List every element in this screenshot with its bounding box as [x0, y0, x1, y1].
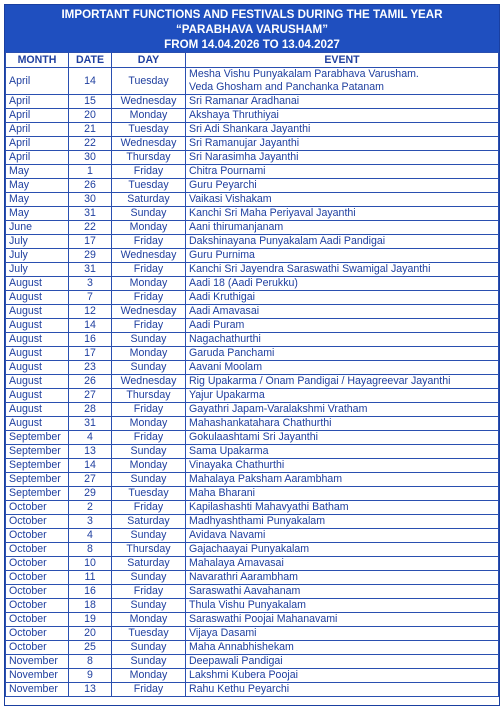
date-cell: 17: [69, 235, 112, 249]
event-cell: [186, 445, 499, 459]
table-header-row: [6, 53, 499, 68]
table-row: [6, 571, 499, 585]
month-cell: October: [6, 613, 69, 627]
table-row: [6, 95, 499, 109]
event-line: Akshaya Thruthiyai: [189, 109, 279, 121]
event-line: Veda Ghosham and Panchanka Patanam: [189, 81, 384, 93]
month-cell: April: [6, 151, 69, 165]
event-cell: [186, 123, 499, 137]
table-row: [6, 277, 499, 291]
event-cell: [186, 557, 499, 571]
date-cell: 25: [69, 641, 112, 655]
day-cell: Thursday: [112, 543, 186, 557]
day-cell: Sunday: [112, 445, 186, 459]
date-cell: 26: [69, 375, 112, 389]
month-cell: September: [6, 487, 69, 501]
date-cell: 3: [69, 277, 112, 291]
event-line: Nagachathurthi: [189, 333, 261, 345]
column-header-month: MONTH: [6, 53, 69, 68]
date-cell: 4: [69, 431, 112, 445]
event-cell: [186, 109, 499, 123]
event-line: Rig Upakarma / Onam Pandigai / Hayagreevar Jayanthi: [189, 375, 451, 387]
table-row: [6, 641, 499, 655]
event-line: Avidava Navami: [189, 529, 266, 541]
month-cell: April: [6, 68, 69, 95]
day-cell: Tuesday: [112, 123, 186, 137]
event-cell: [186, 655, 499, 669]
day-cell: Monday: [112, 109, 186, 123]
date-cell: 19: [69, 613, 112, 627]
day-cell: Sunday: [112, 571, 186, 585]
event-cell: [186, 137, 499, 151]
event-cell: [186, 459, 499, 473]
event-cell: [186, 543, 499, 557]
month-cell: October: [6, 501, 69, 515]
table-row: [6, 501, 499, 515]
date-cell: 16: [69, 585, 112, 599]
table-row: [6, 529, 499, 543]
event-line: Guru Peyarchi: [189, 179, 257, 191]
month-cell: October: [6, 543, 69, 557]
day-cell: Tuesday: [112, 487, 186, 501]
table-row: [6, 683, 499, 697]
day-cell: Monday: [112, 277, 186, 291]
day-cell: Monday: [112, 347, 186, 361]
day-cell: Friday: [112, 319, 186, 333]
event-cell: [186, 95, 499, 109]
table-body: [6, 68, 499, 697]
event-line: Gajachaayai Punyakalam: [189, 543, 310, 555]
date-cell: 28: [69, 403, 112, 417]
event-cell: [186, 68, 499, 95]
day-cell: Wednesday: [112, 305, 186, 319]
event-line: Lakshmi Kubera Poojai: [189, 669, 298, 681]
date-cell: 21: [69, 123, 112, 137]
event-line: Sri Narasimha Jayanthi: [189, 151, 299, 163]
table-row: [6, 207, 499, 221]
table-row: [6, 235, 499, 249]
event-cell: [186, 501, 499, 515]
event-cell: [186, 291, 499, 305]
month-cell: April: [6, 109, 69, 123]
event-cell: [186, 389, 499, 403]
event-line: Kanchi Sri Maha Periyaval Jayanthi: [189, 207, 356, 219]
day-cell: Sunday: [112, 473, 186, 487]
event-cell: [186, 641, 499, 655]
day-cell: Saturday: [112, 515, 186, 529]
event-cell: [186, 263, 499, 277]
date-cell: 23: [69, 361, 112, 375]
month-cell: September: [6, 459, 69, 473]
event-cell: [186, 627, 499, 641]
day-cell: Wednesday: [112, 95, 186, 109]
event-line: Garuda Panchami: [189, 347, 275, 359]
event-line: Sri Adi Shankara Jayanthi: [189, 123, 311, 135]
month-cell: June: [6, 221, 69, 235]
event-cell: [186, 571, 499, 585]
date-cell: 22: [69, 221, 112, 235]
event-cell: [186, 249, 499, 263]
month-cell: August: [6, 277, 69, 291]
event-cell: [186, 487, 499, 501]
header-year-name: “PARABHAVA VARUSHAM”: [175, 23, 328, 36]
date-cell: 14: [69, 459, 112, 473]
day-cell: Sunday: [112, 641, 186, 655]
table-row: [6, 459, 499, 473]
table-row: [6, 123, 499, 137]
day-cell: Wednesday: [112, 249, 186, 263]
month-cell: April: [6, 95, 69, 109]
date-cell: 18: [69, 599, 112, 613]
month-cell: August: [6, 389, 69, 403]
day-cell: Tuesday: [112, 68, 186, 95]
event-cell: [186, 375, 499, 389]
month-cell: October: [6, 571, 69, 585]
date-cell: 15: [69, 95, 112, 109]
day-cell: Friday: [112, 403, 186, 417]
table-row: [6, 557, 499, 571]
day-cell: Friday: [112, 165, 186, 179]
month-cell: July: [6, 235, 69, 249]
table-row: [6, 221, 499, 235]
event-cell: [186, 193, 499, 207]
date-cell: 3: [69, 515, 112, 529]
event-cell: [186, 473, 499, 487]
month-cell: May: [6, 165, 69, 179]
event-line: Maha Annabhishekam: [189, 641, 294, 653]
date-cell: 27: [69, 389, 112, 403]
table-row: [6, 627, 499, 641]
date-cell: 30: [69, 193, 112, 207]
month-cell: August: [6, 375, 69, 389]
event-line: Saraswathi Poojai Mahanavami: [189, 613, 338, 625]
table-row: [6, 487, 499, 501]
date-cell: 16: [69, 333, 112, 347]
event-line: Navarathri Aarambham: [189, 571, 298, 583]
month-cell: April: [6, 137, 69, 151]
page-header: [5, 5, 499, 52]
day-cell: Monday: [112, 459, 186, 473]
day-cell: Wednesday: [112, 137, 186, 151]
day-cell: Sunday: [112, 361, 186, 375]
event-cell: [186, 361, 499, 375]
day-cell: Monday: [112, 669, 186, 683]
header-title: IMPORTANT FUNCTIONS AND FESTIVALS DURING THE TAMIL YEAR: [61, 8, 443, 21]
event-cell: [186, 319, 499, 333]
table-row: [6, 193, 499, 207]
date-cell: 8: [69, 543, 112, 557]
month-cell: August: [6, 305, 69, 319]
table-row: [6, 263, 499, 277]
table-row: [6, 68, 499, 95]
date-cell: 14: [69, 68, 112, 95]
month-cell: August: [6, 417, 69, 431]
day-cell: Saturday: [112, 557, 186, 571]
day-cell: Sunday: [112, 529, 186, 543]
date-cell: 29: [69, 487, 112, 501]
date-cell: 13: [69, 445, 112, 459]
event-cell: [186, 179, 499, 193]
table-row: [6, 151, 499, 165]
event-cell: [186, 165, 499, 179]
day-cell: Friday: [112, 291, 186, 305]
date-cell: 11: [69, 571, 112, 585]
month-cell: August: [6, 347, 69, 361]
table-row: [6, 333, 499, 347]
date-cell: 20: [69, 109, 112, 123]
table-row: [6, 431, 499, 445]
month-cell: May: [6, 207, 69, 221]
table-row: [6, 347, 499, 361]
date-cell: 30: [69, 151, 112, 165]
date-cell: 4: [69, 529, 112, 543]
table-row: [6, 361, 499, 375]
table-row: [6, 403, 499, 417]
day-cell: Monday: [112, 417, 186, 431]
event-line: Gokulaashtami Sri Jayanthi: [189, 431, 318, 443]
month-cell: November: [6, 655, 69, 669]
day-cell: Friday: [112, 683, 186, 697]
day-cell: Sunday: [112, 333, 186, 347]
date-cell: 22: [69, 137, 112, 151]
event-cell: [186, 417, 499, 431]
event-cell: [186, 235, 499, 249]
header-date-range: FROM 14.04.2026 TO 13.04.2027: [164, 38, 340, 51]
event-line: Aadi Amavasai: [189, 305, 260, 317]
month-cell: August: [6, 333, 69, 347]
day-cell: Friday: [112, 235, 186, 249]
date-cell: 13: [69, 683, 112, 697]
event-line: Mahalaya Amavasai: [189, 557, 284, 569]
event-cell: [186, 613, 499, 627]
event-cell: [186, 403, 499, 417]
day-cell: Monday: [112, 613, 186, 627]
event-line: Aadi Puram: [189, 319, 245, 331]
day-cell: Friday: [112, 585, 186, 599]
table-row: [6, 305, 499, 319]
date-cell: 8: [69, 655, 112, 669]
event-line: Kapilashashti Mahavyathi Batham: [189, 501, 349, 513]
day-cell: Sunday: [112, 655, 186, 669]
month-cell: November: [6, 683, 69, 697]
event-line: Dakshinayana Punyakalam Aadi Pandigai: [189, 235, 386, 247]
table-row: [6, 473, 499, 487]
event-line: Deepawali Pandigai: [189, 655, 283, 667]
table-row: [6, 543, 499, 557]
table-row: [6, 417, 499, 431]
event-cell: [186, 347, 499, 361]
month-cell: October: [6, 599, 69, 613]
event-line: Madhyashthami Punyakalam: [189, 515, 326, 527]
event-line: Yajur Upakarma: [189, 389, 265, 401]
table-row: [6, 515, 499, 529]
date-cell: 29: [69, 249, 112, 263]
event-line: Saraswathi Aavahanam: [189, 585, 301, 597]
day-cell: Saturday: [112, 193, 186, 207]
table-row: [6, 319, 499, 333]
table-row: [6, 585, 499, 599]
event-line: Aavani Moolam: [189, 361, 263, 373]
date-cell: 31: [69, 263, 112, 277]
day-cell: Friday: [112, 263, 186, 277]
date-cell: 20: [69, 627, 112, 641]
month-cell: October: [6, 529, 69, 543]
table-row: [6, 389, 499, 403]
date-cell: 27: [69, 473, 112, 487]
event-cell: [186, 305, 499, 319]
event-cell: [186, 515, 499, 529]
festival-calendar-page: [4, 4, 500, 706]
date-cell: 1: [69, 165, 112, 179]
table-row: [6, 165, 499, 179]
event-cell: [186, 151, 499, 165]
column-header-day: DAY: [112, 53, 186, 68]
day-cell: Sunday: [112, 599, 186, 613]
event-line: Sri Ramanar Aradhanai: [189, 95, 300, 107]
month-cell: September: [6, 431, 69, 445]
event-cell: [186, 277, 499, 291]
month-cell: October: [6, 557, 69, 571]
day-cell: Thursday: [112, 389, 186, 403]
column-header-event: EVENT: [186, 53, 499, 68]
date-cell: 10: [69, 557, 112, 571]
event-line: Maha Bharani: [189, 487, 255, 499]
event-line: Vinayaka Chathurthi: [189, 459, 285, 471]
day-cell: Monday: [112, 221, 186, 235]
date-cell: 2: [69, 501, 112, 515]
table-row: [6, 599, 499, 613]
month-cell: July: [6, 263, 69, 277]
day-cell: Tuesday: [112, 179, 186, 193]
day-cell: Tuesday: [112, 627, 186, 641]
event-line: Mesha Vishu Punyakalam Parabhava Varusham.: [189, 68, 419, 80]
event-cell: [186, 207, 499, 221]
event-line: Guru Purnima: [189, 249, 255, 261]
month-cell: May: [6, 179, 69, 193]
event-line: Mahashankatahara Chathurthi: [189, 417, 332, 429]
month-cell: November: [6, 669, 69, 683]
date-cell: 17: [69, 347, 112, 361]
event-line: Sama Upakarma: [189, 445, 269, 457]
event-line: Chitra Pournami: [189, 165, 266, 177]
festival-table: [5, 52, 499, 697]
table-row: [6, 137, 499, 151]
date-cell: 12: [69, 305, 112, 319]
event-line: Sri Ramanujar Jayanthi: [189, 137, 300, 149]
date-cell: 31: [69, 417, 112, 431]
event-cell: [186, 669, 499, 683]
table-row: [6, 445, 499, 459]
table-row: [6, 613, 499, 627]
month-cell: September: [6, 473, 69, 487]
date-cell: 14: [69, 319, 112, 333]
event-cell: [186, 585, 499, 599]
day-cell: Friday: [112, 501, 186, 515]
month-cell: October: [6, 641, 69, 655]
month-cell: October: [6, 627, 69, 641]
date-cell: 31: [69, 207, 112, 221]
event-line: Kanchi Sri Jayendra Saraswathi Swamigal Jayanthi: [189, 263, 431, 275]
table-row: [6, 291, 499, 305]
month-cell: October: [6, 585, 69, 599]
event-cell: [186, 529, 499, 543]
day-cell: Wednesday: [112, 375, 186, 389]
event-line: Rahu Kethu Peyarchi: [189, 683, 290, 695]
date-cell: 26: [69, 179, 112, 193]
column-header-date: DATE: [69, 53, 112, 68]
day-cell: Thursday: [112, 151, 186, 165]
table-row: [6, 109, 499, 123]
day-cell: Friday: [112, 431, 186, 445]
date-cell: 7: [69, 291, 112, 305]
month-cell: August: [6, 291, 69, 305]
month-cell: July: [6, 249, 69, 263]
month-cell: May: [6, 193, 69, 207]
event-line: Aani thirumanjanam: [189, 221, 284, 233]
month-cell: April: [6, 123, 69, 137]
table-row: [6, 669, 499, 683]
event-cell: [186, 221, 499, 235]
table-row: [6, 179, 499, 193]
month-cell: September: [6, 445, 69, 459]
table-row: [6, 655, 499, 669]
event-line: Aadi Kruthigai: [189, 291, 255, 303]
event-line: Thula Vishu Punyakalam: [189, 599, 306, 611]
day-cell: Sunday: [112, 207, 186, 221]
event-line: Gayathri Japam-Varalakshmi Vratham: [189, 403, 368, 415]
month-cell: August: [6, 319, 69, 333]
event-line: Mahalaya Paksham Aarambham: [189, 473, 343, 485]
event-cell: [186, 599, 499, 613]
table-row: [6, 249, 499, 263]
event-cell: [186, 333, 499, 347]
month-cell: October: [6, 515, 69, 529]
event-line: Vaikasi Vishakam: [189, 193, 272, 205]
date-cell: 9: [69, 669, 112, 683]
event-cell: [186, 431, 499, 445]
month-cell: August: [6, 403, 69, 417]
event-cell: [186, 683, 499, 697]
table-row: [6, 375, 499, 389]
event-line: Vijaya Dasami: [189, 627, 257, 639]
event-line: Aadi 18 (Aadi Perukku): [189, 277, 298, 289]
month-cell: August: [6, 361, 69, 375]
